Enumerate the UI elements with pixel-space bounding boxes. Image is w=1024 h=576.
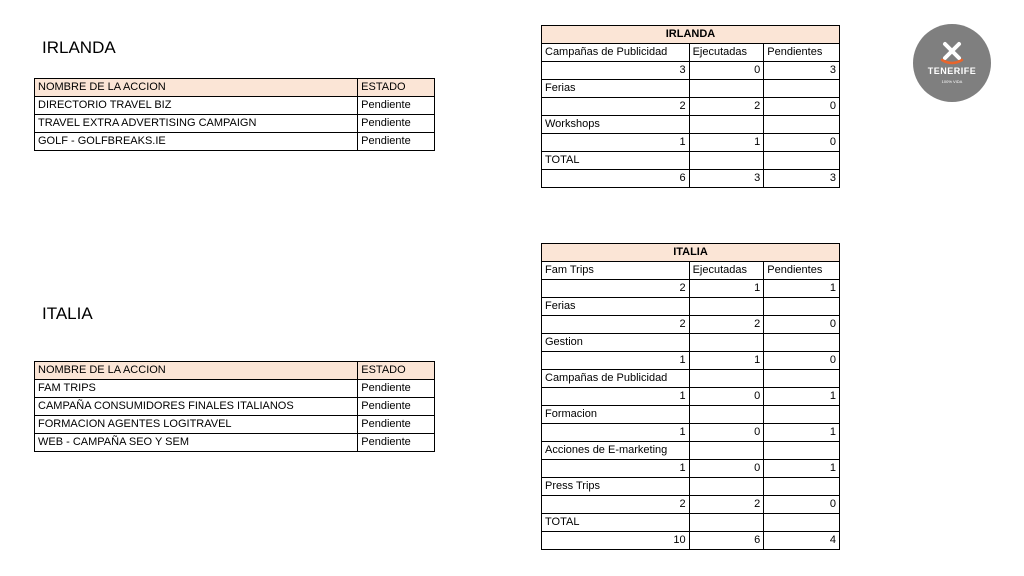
summary-title: IRLANDA xyxy=(542,26,840,44)
pending-value: 3 xyxy=(764,170,840,188)
irlanda-heading: IRLANDA xyxy=(42,38,116,57)
summary-values-row xyxy=(542,352,840,370)
irlanda-summary-table xyxy=(541,25,840,188)
column-header: Pendientes xyxy=(764,262,840,280)
action-name: DIRECTORIO TRAVEL BIZ xyxy=(35,97,358,115)
action-name: GOLF - GOLFBREAKS.IE xyxy=(35,133,358,151)
table-row xyxy=(35,380,435,398)
summary-label-row xyxy=(542,478,840,496)
total-value: 1 xyxy=(542,388,690,406)
pending-value: 1 xyxy=(764,388,840,406)
pending-value: 0 xyxy=(764,496,840,514)
total-value: 2 xyxy=(542,496,690,514)
summary-label-row xyxy=(542,406,840,424)
summary-label-row xyxy=(542,80,840,98)
category-label: Ferias xyxy=(542,80,690,98)
executed-value: 2 xyxy=(689,98,764,116)
table-row xyxy=(35,398,435,416)
column-header: ESTADO xyxy=(358,79,435,97)
category-label: Campañas de Publicidad xyxy=(542,44,690,62)
column-header: NOMBRE DE LA ACCION xyxy=(35,79,358,97)
pending-value: 0 xyxy=(764,98,840,116)
category-label: TOTAL xyxy=(542,152,690,170)
summary-label-row xyxy=(542,298,840,316)
total-value: 1 xyxy=(542,352,690,370)
total-value: 1 xyxy=(542,460,690,478)
executed-value: 0 xyxy=(689,424,764,442)
category-label: Campañas de Publicidad xyxy=(542,370,690,388)
total-value: 2 xyxy=(542,316,690,334)
table-row xyxy=(35,416,435,434)
action-name: CAMPAÑA CONSUMIDORES FINALES ITALIANOS xyxy=(35,398,358,416)
italia-heading: ITALIA xyxy=(42,304,93,323)
table-row xyxy=(35,133,435,151)
total-value: 1 xyxy=(542,424,690,442)
table-header-row xyxy=(35,362,435,380)
category-label: Fam Trips xyxy=(542,262,690,280)
x-mark-icon xyxy=(913,24,991,102)
italia-actions-table xyxy=(34,361,435,452)
action-status: Pendiente xyxy=(358,380,435,398)
pending-value: 0 xyxy=(764,352,840,370)
summary-label-row xyxy=(542,442,840,460)
pending-value: 4 xyxy=(764,532,840,550)
summary-values-row xyxy=(542,388,840,406)
tenerife-logo xyxy=(913,24,991,102)
action-status: Pendiente xyxy=(358,398,435,416)
summary-label-row xyxy=(542,370,840,388)
summary-values-row xyxy=(542,424,840,442)
category-label: Gestion xyxy=(542,334,690,352)
table-header-row xyxy=(35,79,435,97)
summary-title-row xyxy=(542,244,840,262)
pending-value: 0 xyxy=(764,316,840,334)
total-value: 6 xyxy=(542,170,690,188)
executed-value: 3 xyxy=(689,170,764,188)
action-status: Pendiente xyxy=(358,115,435,133)
executed-value: 0 xyxy=(689,62,764,80)
summary-title-row xyxy=(542,26,840,44)
summary-values-row xyxy=(542,532,840,550)
column-header: Ejecutadas xyxy=(689,44,764,62)
pending-value: 1 xyxy=(764,424,840,442)
summary-label-row xyxy=(542,152,840,170)
table-row xyxy=(35,434,435,452)
summary-header-row xyxy=(542,44,840,62)
action-status: Pendiente xyxy=(358,434,435,452)
summary-label-row xyxy=(542,514,840,532)
total-value: 1 xyxy=(542,134,690,152)
category-label: Workshops xyxy=(542,116,690,134)
pending-value: 0 xyxy=(764,134,840,152)
column-header: ESTADO xyxy=(358,362,435,380)
executed-value: 6 xyxy=(689,532,764,550)
pending-value: 3 xyxy=(764,62,840,80)
executed-value: 1 xyxy=(689,352,764,370)
summary-values-row xyxy=(542,134,840,152)
summary-header-row xyxy=(542,262,840,280)
total-value: 10 xyxy=(542,532,690,550)
action-name: WEB - CAMPAÑA SEO Y SEM xyxy=(35,434,358,452)
category-label: Press Trips xyxy=(542,478,690,496)
summary-label-row xyxy=(542,116,840,134)
action-name: TRAVEL EXTRA ADVERTISING CAMPAIGN xyxy=(35,115,358,133)
action-status: Pendiente xyxy=(358,133,435,151)
summary-values-row xyxy=(542,170,840,188)
summary-label-row xyxy=(542,334,840,352)
category-label: Acciones de E-marketing xyxy=(542,442,690,460)
executed-value: 0 xyxy=(689,460,764,478)
total-value: 2 xyxy=(542,98,690,116)
summary-values-row xyxy=(542,280,840,298)
column-header: Ejecutadas xyxy=(689,262,764,280)
column-header: Pendientes xyxy=(764,44,840,62)
category-label: Ferias xyxy=(542,298,690,316)
category-label: Formacion xyxy=(542,406,690,424)
summary-values-row xyxy=(542,496,840,514)
logo-name: TENERIFE xyxy=(927,66,977,76)
table-row xyxy=(35,97,435,115)
executed-value: 1 xyxy=(689,134,764,152)
total-value: 2 xyxy=(542,280,690,298)
action-name: FORMACION AGENTES LOGITRAVEL xyxy=(35,416,358,434)
summary-values-row xyxy=(542,98,840,116)
pending-value: 1 xyxy=(764,280,840,298)
column-header: NOMBRE DE LA ACCION xyxy=(35,362,358,380)
executed-value: 2 xyxy=(689,496,764,514)
summary-values-row xyxy=(542,460,840,478)
action-status: Pendiente xyxy=(358,416,435,434)
total-value: 3 xyxy=(542,62,690,80)
summary-values-row xyxy=(542,62,840,80)
executed-value: 1 xyxy=(689,280,764,298)
action-status: Pendiente xyxy=(358,97,435,115)
irlanda-actions-table xyxy=(34,78,435,151)
summary-title: ITALIA xyxy=(542,244,840,262)
italia-summary-table xyxy=(541,243,840,550)
table-row xyxy=(35,115,435,133)
executed-value: 2 xyxy=(689,316,764,334)
category-label: TOTAL xyxy=(542,514,690,532)
action-name: FAM TRIPS xyxy=(35,380,358,398)
pending-value: 1 xyxy=(764,460,840,478)
logo-tagline: 100% VIDA xyxy=(941,79,963,84)
executed-value: 0 xyxy=(689,388,764,406)
summary-values-row xyxy=(542,316,840,334)
